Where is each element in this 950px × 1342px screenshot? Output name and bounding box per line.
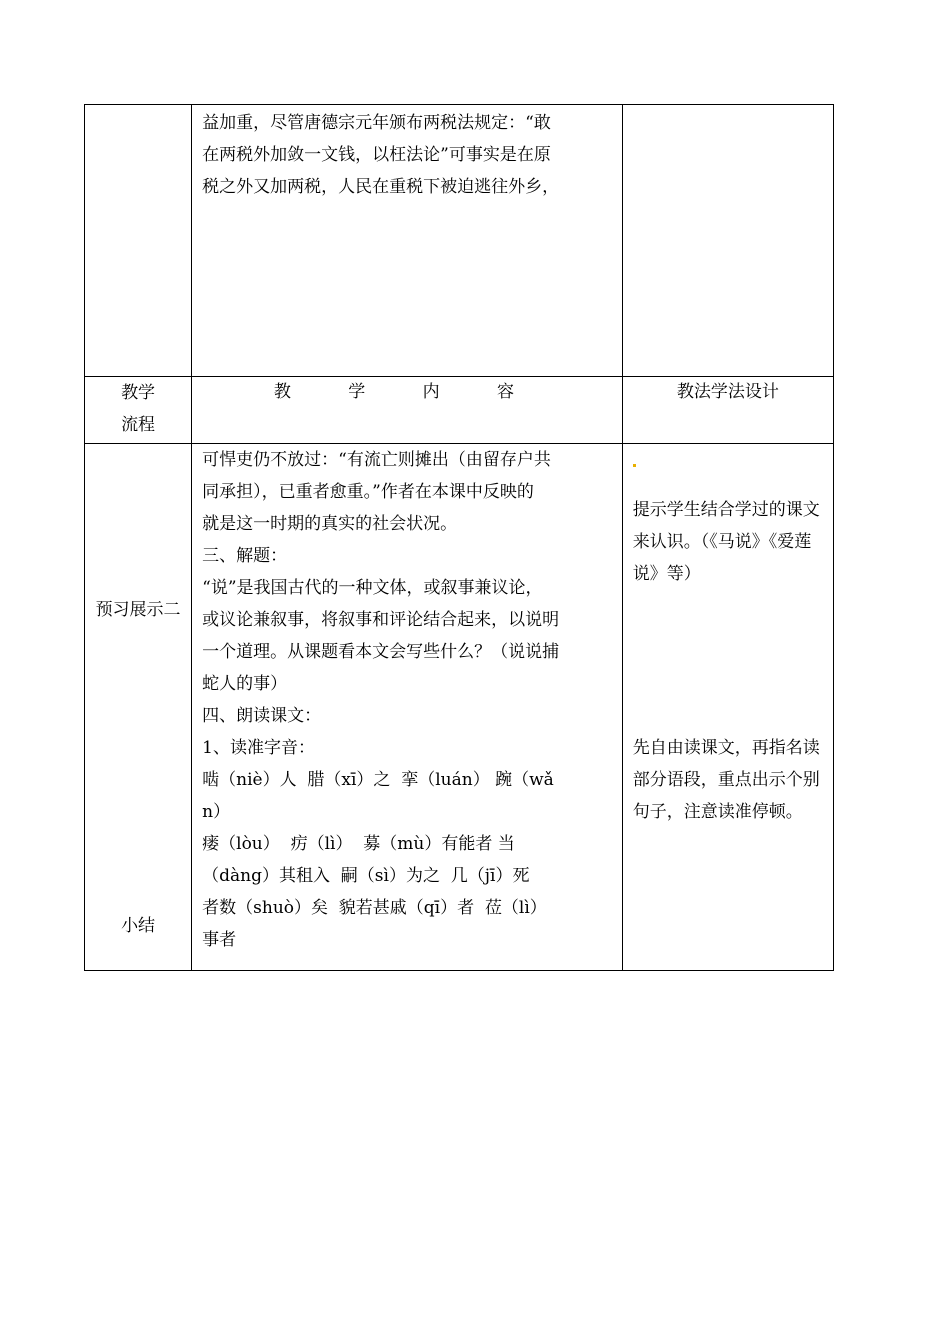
- table-row-main: [85, 444, 834, 971]
- header-flow-line1: 教学: [121, 383, 156, 403]
- content-line: 在两税外加敛一文钱，以枉法论”可事实是在原: [202, 145, 551, 165]
- content-line: 者数（shuò）矣 貌若甚戚（qī）者 莅（lì）: [202, 898, 547, 918]
- content-line: 1、读准字音：: [202, 738, 315, 758]
- stage-label-preview: 预习展示二: [95, 600, 181, 620]
- content-line: 蛇人的事）: [202, 674, 288, 694]
- stage-cell: [85, 444, 192, 971]
- flow-cell-empty: [85, 105, 192, 377]
- content-line: 三、解题：: [202, 546, 288, 566]
- content-line: n）: [202, 802, 231, 822]
- header-content-cell: [192, 377, 623, 444]
- content-line: 四、朗读课文：: [202, 706, 322, 726]
- design-cell-main: [622, 444, 833, 971]
- edit-mark: [633, 464, 636, 467]
- content-line: （dàng）其租入 嗣（sì）为之 几（jī）死: [202, 866, 530, 886]
- header-content-label: 教 学 内 容: [273, 382, 541, 402]
- stage-label-summary: 小结: [121, 916, 156, 936]
- header-design-label: 教法学法设计: [676, 382, 779, 402]
- content-line: 瘘（lòu） 疠（lì） 募（mù）有能者 当: [202, 834, 515, 854]
- content-line: 税之外又加两税，人民在重税下被迫逃往外乡，: [202, 177, 560, 197]
- header-flow-cell: [85, 377, 192, 444]
- content-line: 就是这一时期的真实的社会状况。: [202, 514, 458, 534]
- design-cell-empty: [622, 105, 833, 377]
- header-design-cell: [622, 377, 833, 444]
- content-line: 可悍吏仍不放过：“有流亡则摊出（由留存户共: [202, 450, 551, 470]
- content-cell-main: [192, 444, 623, 971]
- content-line: “说”是我国古代的一种文体，或叙事兼议论，: [202, 578, 543, 598]
- lesson-plan-table: [84, 104, 834, 971]
- content-line: 益加重，尽管唐德宗元年颁布两税法规定：“敢: [202, 113, 551, 133]
- design-note-preview: 提示学生结合学过的课文来认识。（《马说》《爱莲说》等）: [632, 500, 820, 584]
- header-flow-line2: 流程: [121, 415, 156, 435]
- table-row-continued: [85, 105, 834, 377]
- content-line: 事者: [202, 930, 237, 950]
- content-line: 啮（niè）人 腊（xī）之 挛（luán） 踠（wǎ: [202, 770, 554, 790]
- table-header-row: [85, 377, 834, 444]
- content-line: 同承担），已重者愈重。”作者在本课中反映的: [202, 482, 534, 502]
- content-line: 或议论兼叙事，将叙事和评论结合起来，以说明: [202, 610, 560, 630]
- design-note-reading: 先自由读课文，再指名读部分语段，重点出示个别句子，注意读准停顿。: [632, 738, 820, 822]
- content-line: 一个道理。从课题看本文会写些什么？（说说捕: [202, 642, 560, 662]
- content-cell-continued: [192, 105, 623, 377]
